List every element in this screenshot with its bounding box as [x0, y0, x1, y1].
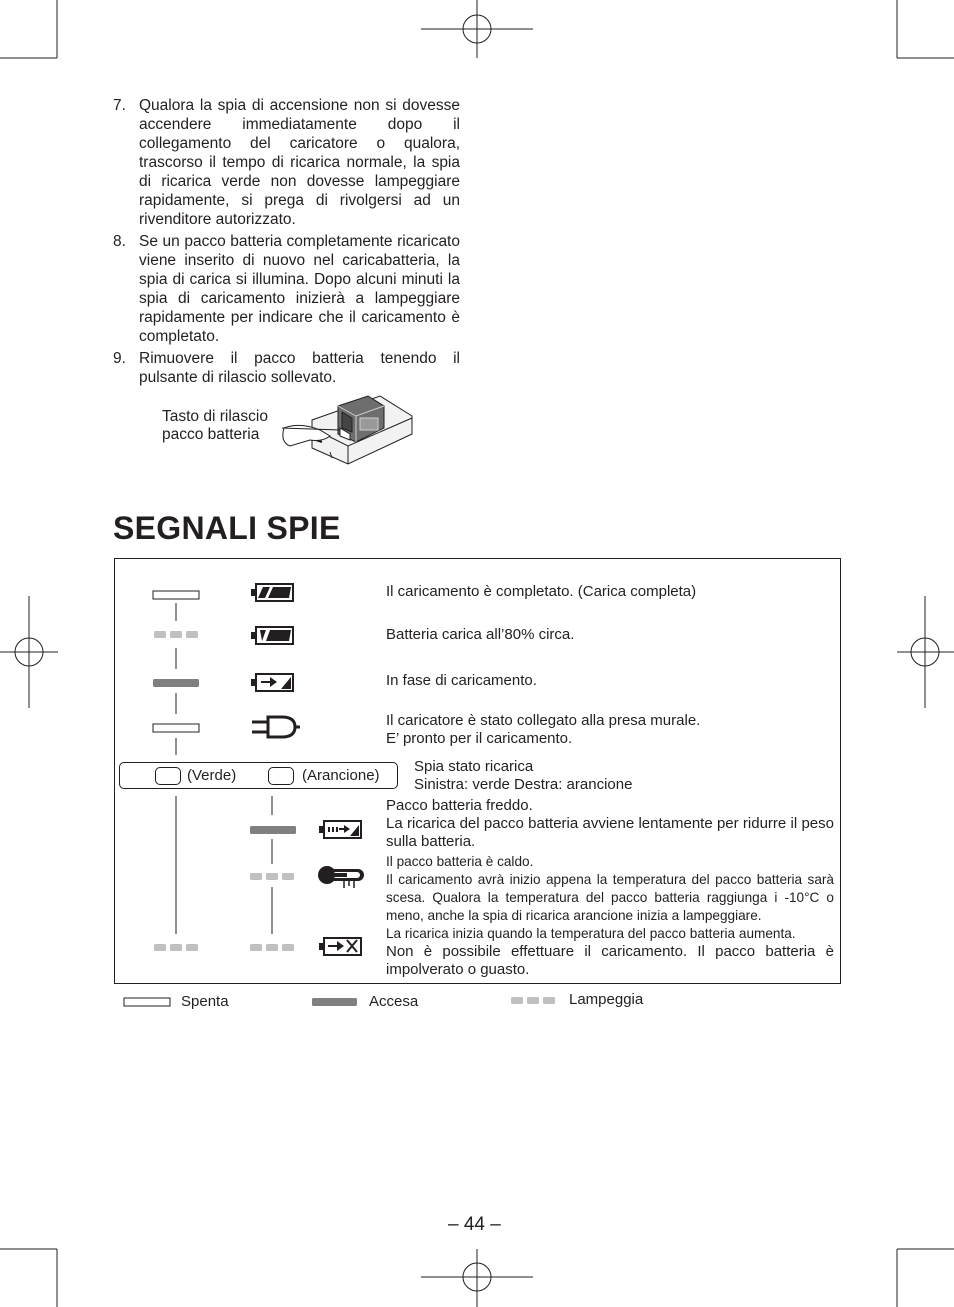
row-hot-title: Il pacco batteria è caldo. — [386, 854, 534, 869]
row-eighty-text: Batteria carica all’80% circa. — [386, 626, 575, 643]
legend-off-swatch — [124, 998, 170, 1006]
row-hot-text: Il caricamento avrà inizio appena la temperatura del pacco batteria sarà scesa. Qualora la temperatura del pacco batteria raggiunga i -10°C o meno, anche la spia di ricarica arancione inizia a lampeggiare. — [386, 872, 834, 923]
row-complete-text: Il caricamento è completato. (Carica completa) — [386, 583, 697, 600]
legend-on-label: Accesa — [369, 993, 419, 1010]
orange-indicator-label: (Arancione) — [302, 767, 380, 784]
row-charging-text: In fase di caricamento. — [386, 672, 537, 689]
row-cold-line: Pacco batteria freddo. — [386, 797, 533, 814]
list-text: Se un pacco batteria completamente ricaricato viene inserito di nuovo nel caricabatteria, la spia di carica si illumina. Dopo alcuni minuti la spia di caricamento inizierà a lampeggiare rapidamente per indicare che il caricamento è completato. — [139, 233, 460, 345]
list-text: Rimuovere il pacco batteria tenendo il pulsante di rilascio sollevato. — [139, 350, 460, 386]
list-text: Qualora la spia di accensione non si dovesse accendere immediatamente dopo il collegamento del caricatore o qualora, trascorso il tempo di ricarica normale, la spia di ricarica verde non dovesse lampeggiare rapidamente, si prega di rivolgersi ad un rivenditore autorizzato. — [139, 97, 460, 228]
row-cold-line: La ricarica del pacco batteria avviene lentamente per ridurre il peso sulla batteria. — [386, 815, 834, 850]
section-title: SEGNALI SPIE — [113, 510, 341, 546]
caption-line: pacco batteria — [162, 426, 260, 443]
legend-off-label: Spenta — [181, 993, 229, 1010]
list-number: 8. — [113, 233, 126, 250]
legend-on-swatch — [312, 998, 357, 1006]
row-fault-text: Non è possibile effettuare il caricamento. Il pacco batteria è impolverato o guasto. — [386, 943, 834, 978]
list-number: 9. — [113, 350, 126, 367]
status-line: Spia stato ricarica — [414, 758, 534, 775]
page-number: – 44 – — [448, 1214, 501, 1235]
legend-blink-swatch — [511, 997, 555, 1004]
green-indicator-label: (Verde) — [187, 767, 237, 784]
status-line: Sinistra: verde Destra: arancione — [414, 776, 633, 793]
caption-line: Tasto di rilascio — [162, 408, 268, 425]
row-ready-line: Il caricatore è stato collegato alla presa murale. — [386, 712, 701, 729]
row-ready-line: E’ pronto per il caricamento. — [386, 730, 573, 747]
list-number: 7. — [113, 97, 126, 114]
row-hot-note: La ricarica inizia quando la temperatura del pacco batteria aumenta. — [386, 926, 796, 941]
legend-blink-label: Lampeggia — [569, 991, 644, 1008]
